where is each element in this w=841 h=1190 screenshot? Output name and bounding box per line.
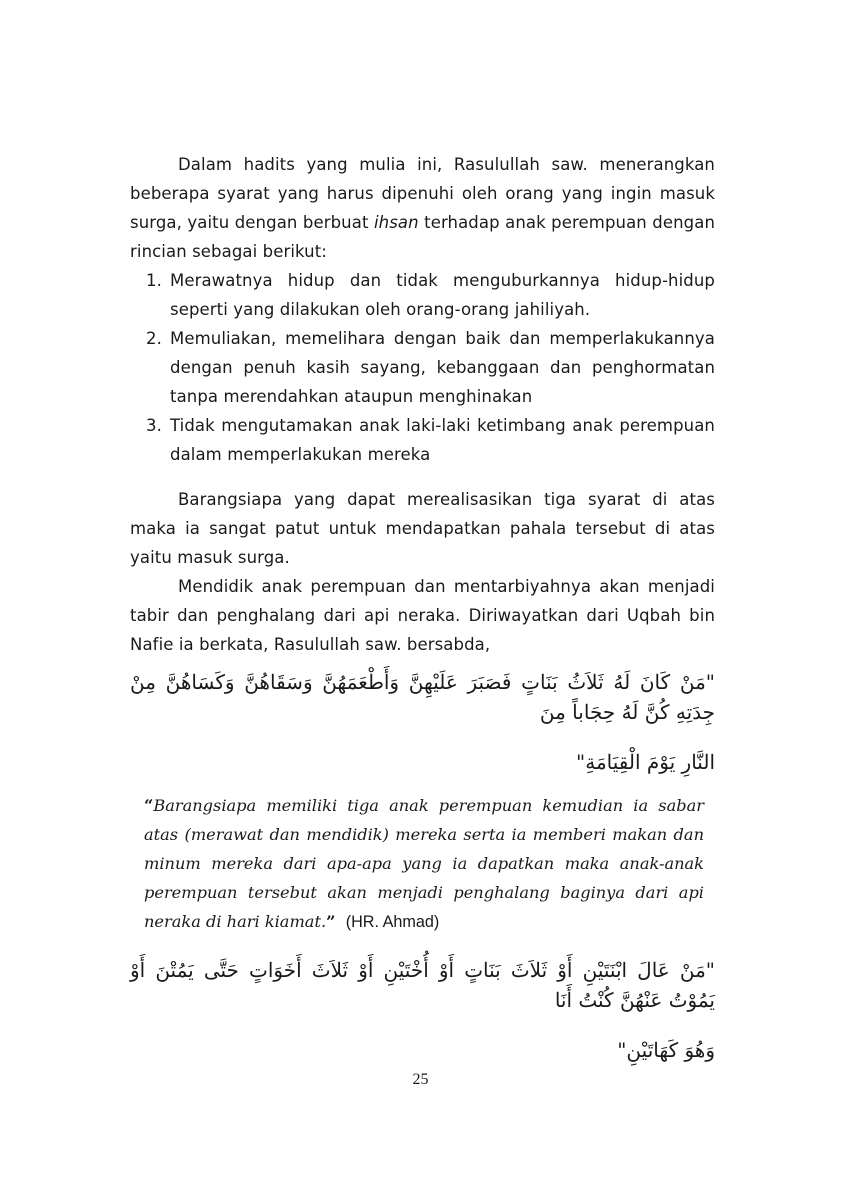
- list-item: [130, 266, 715, 324]
- intro-text-continued: terhadap anak perempuan dengan rincian sebagai berikut:: [130, 213, 716, 261]
- close-quote: ”: [326, 912, 336, 931]
- hadith-1-line-2: النَّارِ يَوْمَ الْقِيَامَةِ": [576, 750, 715, 774]
- hadith-arabic-2: [130, 955, 715, 1065]
- list-item-text: Tidak mengutamakan anak laki-laki ketimbang anak perempuan dalam memperlakukan mereka: [170, 416, 715, 464]
- list-item-text: Merawatnya hidup dan tidak menguburkannya hidup-hidup seperti yang dilakukan oleh orang-orang jahiliyah.: [170, 271, 715, 319]
- list-number: 3.: [146, 416, 162, 435]
- hadith-2-line-2: وَهُوَ كَهَاتَيْنِ": [617, 1038, 715, 1062]
- intro-emphasis: ihsan: [373, 213, 419, 232]
- list-item: [130, 411, 715, 469]
- conditions-list: [130, 266, 715, 469]
- intro-text: Dalam hadits yang mulia ini, Rasulullah saw. menerangkan beberapa syarat yang harus dipenuhi oleh orang yang ingin masuk surga, yaitu dengan berbuat: [130, 155, 715, 232]
- list-number: 1.: [146, 271, 162, 290]
- translation-text: Barangsiapa memiliki tiga anak perempuan kemudian ia sabar atas (merawat dan mendidik) mereka serta ia memberi makan dan minum mereka dari apa-apa yang ia dapatkan maka anak-anak perempuan tersebut akan menjadi penghalang baginya dari api neraka di hari kiamat.: [144, 796, 704, 931]
- page-number: 25: [412, 1071, 429, 1088]
- list-item: [130, 324, 715, 411]
- document-page: [130, 150, 715, 1065]
- hadith-translation: [144, 791, 704, 937]
- hadith-arabic-1: [130, 667, 715, 777]
- hadith-1-line-1: "مَنْ كَانَ لَهُ ثَلاَثُ بَنَاتٍ فَصَبَرَ عَلَيْهِنَّ وَأَطْعَمَهُنَّ وَسَقَاهُنَّ وَكَسَاهُنَّ مِنْ جِدَتِهِ كُنَّ لَهُ حِجَاباً مِنَ: [130, 670, 715, 724]
- paragraph-3: Mendidik anak perempuan dan mentarbiyahnya akan menjadi tabir dan penghalang dari api neraka. Diriwayatkan dari Uqbah bin Nafie ia berkata, Rasulullah saw. bersabda,: [130, 577, 715, 654]
- list-number: 2.: [146, 329, 162, 348]
- hadith-source: (HR. Ahmad): [345, 913, 440, 931]
- open-quote: “: [144, 796, 154, 815]
- list-item-text: Memuliakan, memelihara dengan baik dan memperlakukannya dengan penuh kasih sayang, kebanggaan dan penghormatan tanpa merendahkan ataupun menghinakan: [170, 329, 715, 406]
- paragraph-2: Barangsiapa yang dapat merealisasikan tiga syarat di atas maka ia sangat patut untuk mendapatkan pahala tersebut di atas yaitu masuk surga.: [130, 490, 715, 567]
- intro-paragraph: [130, 150, 715, 266]
- hadith-2-line-1: "مَنْ عَالَ ابْنَتَيْنِ أَوْ ثَلاَثَ بَنَاتٍ أَوْ أُخْتَيْنِ أَوْ ثَلاَثَ أَخَوَاتٍ حَتَّى يَمُتْنَ أَوْ يَمُوْتُ عَنْهُنَّ كُنْتُ أَنَا: [130, 958, 715, 1012]
